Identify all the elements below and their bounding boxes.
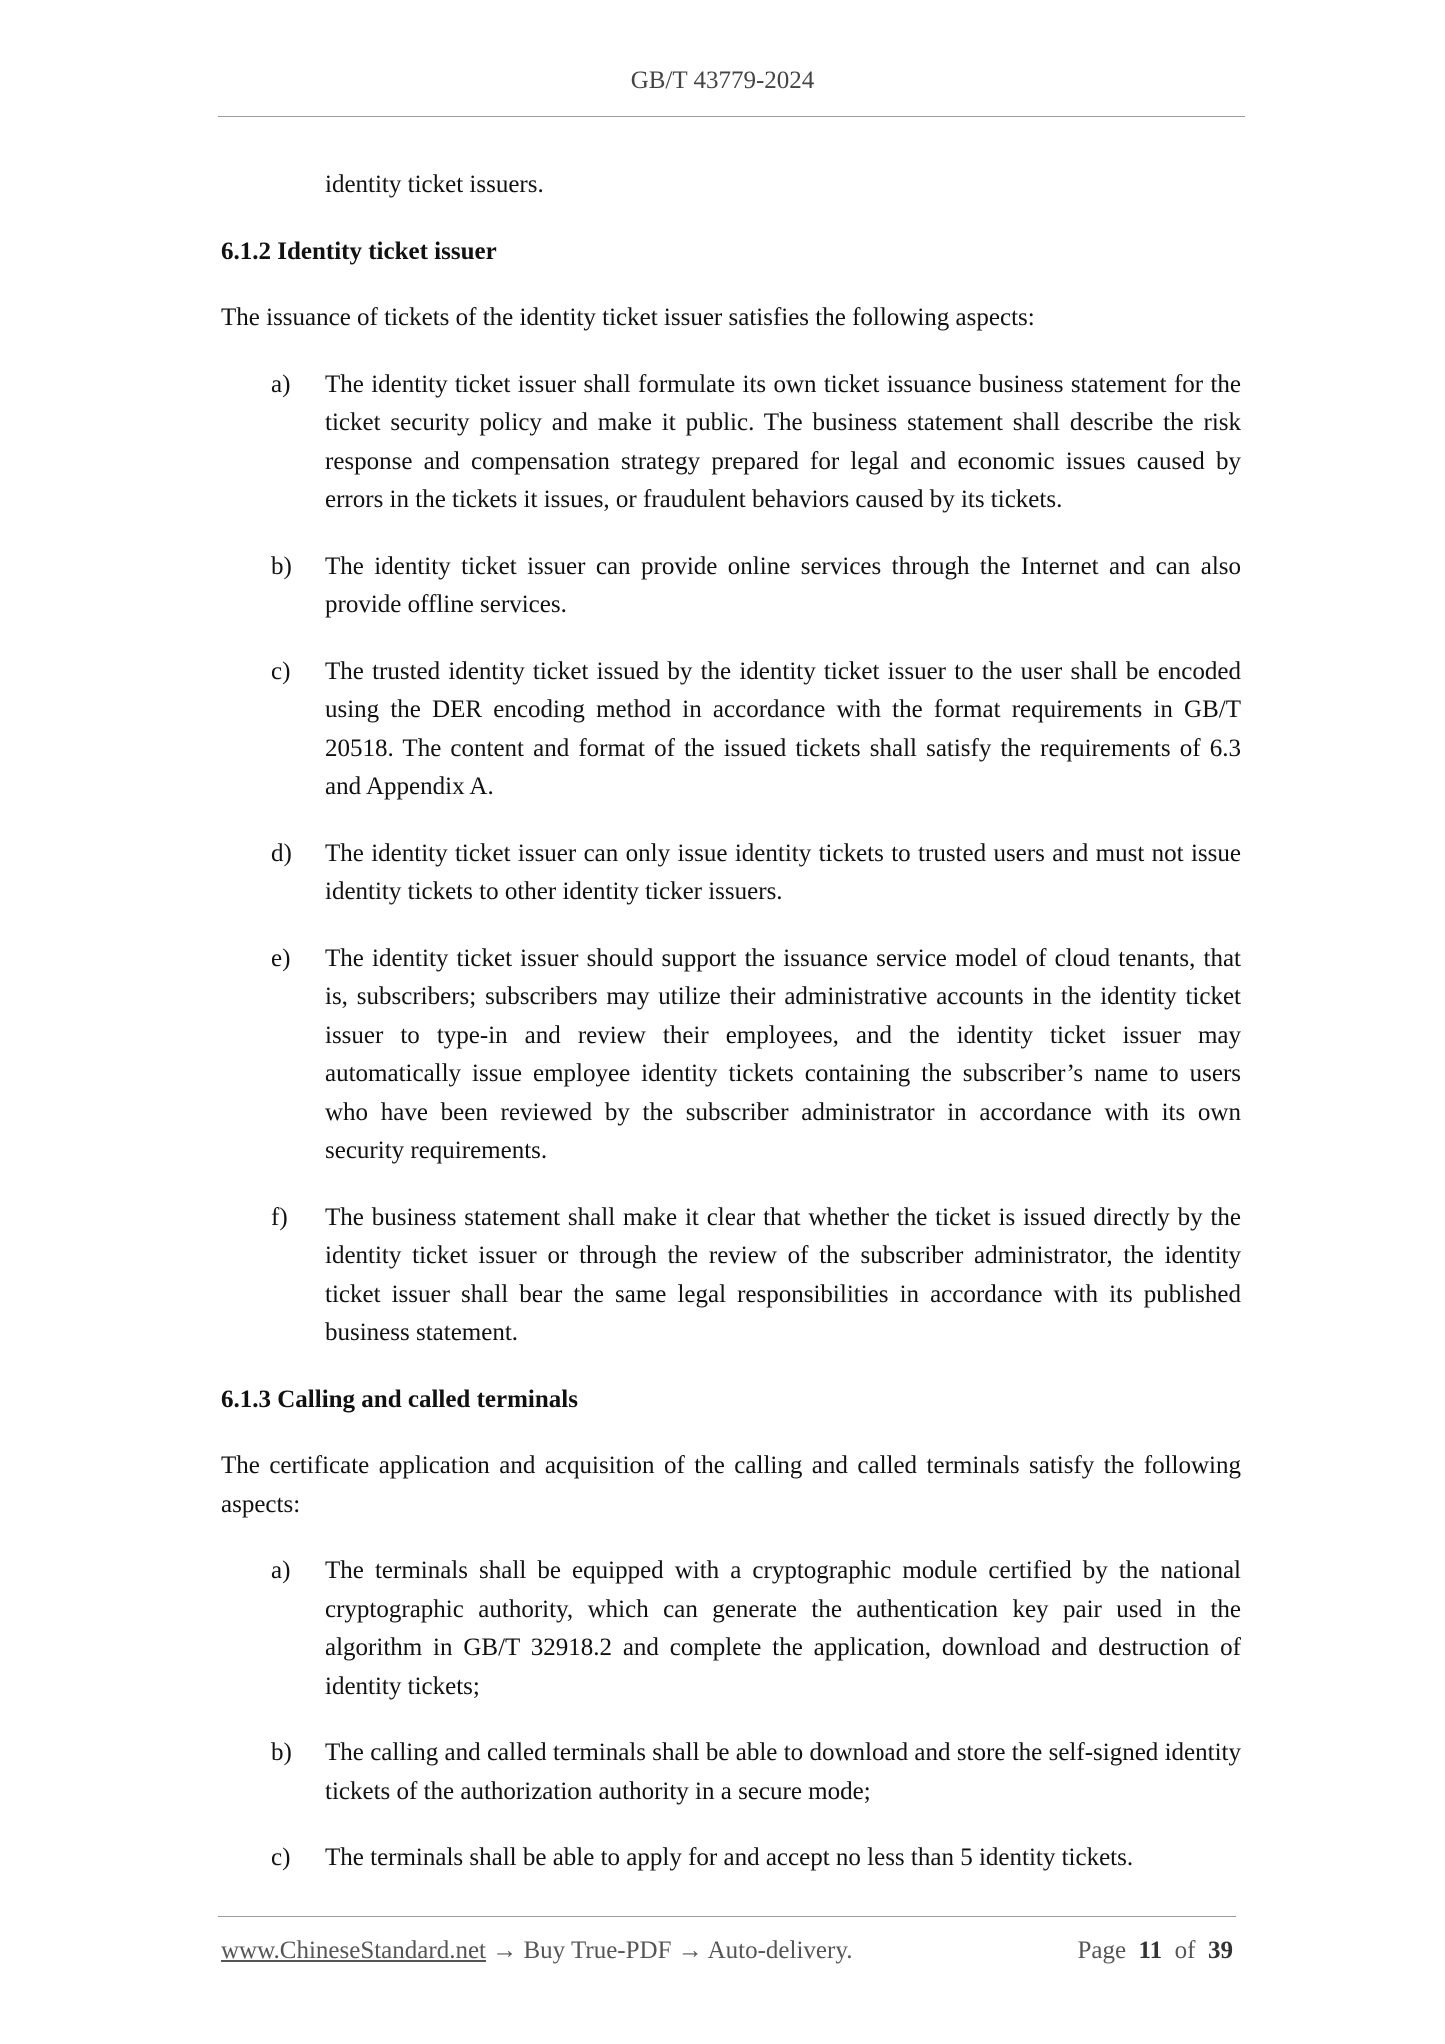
list-item: [221, 940, 1241, 1171]
list-marker: f): [271, 1203, 288, 1231]
list-item-text: The terminals shall be equipped with a cryptographic module certified by the national cryptographic authority, which can generate the authentication key pair used in the algorithm in GB/T 32918.2 and complete the application, download and destruction of identity tickets;: [325, 1557, 1241, 1700]
list-item-text: The terminals shall be able to apply for and accept no less than 5 identity tickets.: [325, 1844, 1134, 1871]
document-header-title: GB/T 43779-2024: [630, 67, 815, 94]
list-item-text: The identity ticket issuer shall formulate its own ticket issuance business statement for the ticket security policy and make it public. The business statement shall describe the risk response and compensation strategy prepared for legal and economic issues caused by errors in the tickets it issues, or fraudulent behaviors caused by its tickets.: [325, 370, 1241, 513]
section-heading-6-1-3: 6.1.3 Calling and called terminals: [221, 1385, 578, 1413]
list-item: [221, 366, 1241, 520]
list-item-text: The business statement shall make it clear that whether the ticket is issued directly by the identity ticket issuer or through the review of the subscriber administrator, the identity ticket issuer shall bear the same legal responsibilities in accordance with its published business statement.: [325, 1203, 1241, 1346]
list-item: [221, 1199, 1241, 1353]
website-link[interactable]: www.ChineseStandard.net: [221, 1937, 486, 1964]
list-item: [221, 653, 1241, 807]
section-intro-6-1-2: The issuance of tickets of the identity ticket issuer satisfies the following aspects:: [221, 304, 1035, 331]
arrow-right-icon: →: [677, 1937, 703, 1964]
page-number: [1077, 1936, 1233, 1966]
arrow-right-icon: →: [492, 1937, 518, 1964]
page-label: Page: [1077, 1937, 1127, 1964]
list-marker: a): [271, 1557, 291, 1584]
page-of-label: of: [1174, 1937, 1196, 1964]
list-marker: b): [271, 1739, 292, 1766]
list-marker: c): [271, 657, 291, 685]
section-heading-6-1-2: 6.1.2 Identity ticket issuer: [221, 237, 497, 265]
list-item: [221, 835, 1241, 912]
header-divider: [218, 116, 1245, 117]
list-item-text: The identity ticket issuer should support the issuance service model of cloud tenants, that is, subscribers; subscribers may utilize their administrative accounts in the identity ticket issuer to type-in and review their employees, and the identity ticket issuer may automatically issue employee identity tickets containing the subscriber’s name to users who have been reviewed by the subscriber administrator in accordance with its own security requirements.: [325, 944, 1241, 1164]
list-marker: d): [271, 839, 292, 867]
continuation-text: identity ticket issuers.: [325, 171, 544, 198]
list-marker: b): [271, 552, 292, 580]
section-intro-6-1-3: The certificate application and acquisition of the calling and called terminals satisfy the following aspects:: [221, 1452, 1241, 1518]
auto-delivery-text: Auto-delivery.: [707, 1937, 853, 1964]
list-item-text: The identity ticket issuer can only issue identity tickets to trusted users and must not issue identity tickets to other identity ticker issuers.: [325, 839, 1241, 905]
document-body: [221, 166, 1241, 1906]
footer-divider: [218, 1916, 1236, 1917]
page-current: 11: [1138, 1937, 1163, 1964]
list-item: [221, 1734, 1241, 1811]
list-item: [221, 1552, 1241, 1706]
footer-promo: [221, 1936, 852, 1966]
list-marker: c): [271, 1844, 291, 1871]
list-item: [221, 548, 1241, 625]
list-item: [221, 1839, 1241, 1878]
list-marker: e): [271, 944, 291, 972]
list-marker: a): [271, 370, 291, 398]
list-item-text: The trusted identity ticket issued by the identity ticket issuer to the user shall be encoded using the DER encoding method in accordance with the format requirements in GB/T 20518. The content and format of the issued tickets shall satisfy the requirements of 6.3 and Appendix A.: [325, 657, 1241, 800]
buy-pdf-text: Buy True-PDF: [523, 1937, 672, 1964]
page-total: 39: [1208, 1937, 1233, 1964]
list-item-text: The identity ticket issuer can provide online services through the Internet and can also provide offline services.: [325, 552, 1241, 618]
list-item-text: The calling and called terminals shall be able to download and store the self-signed identity tickets of the authorization authority in a secure mode;: [325, 1739, 1241, 1805]
